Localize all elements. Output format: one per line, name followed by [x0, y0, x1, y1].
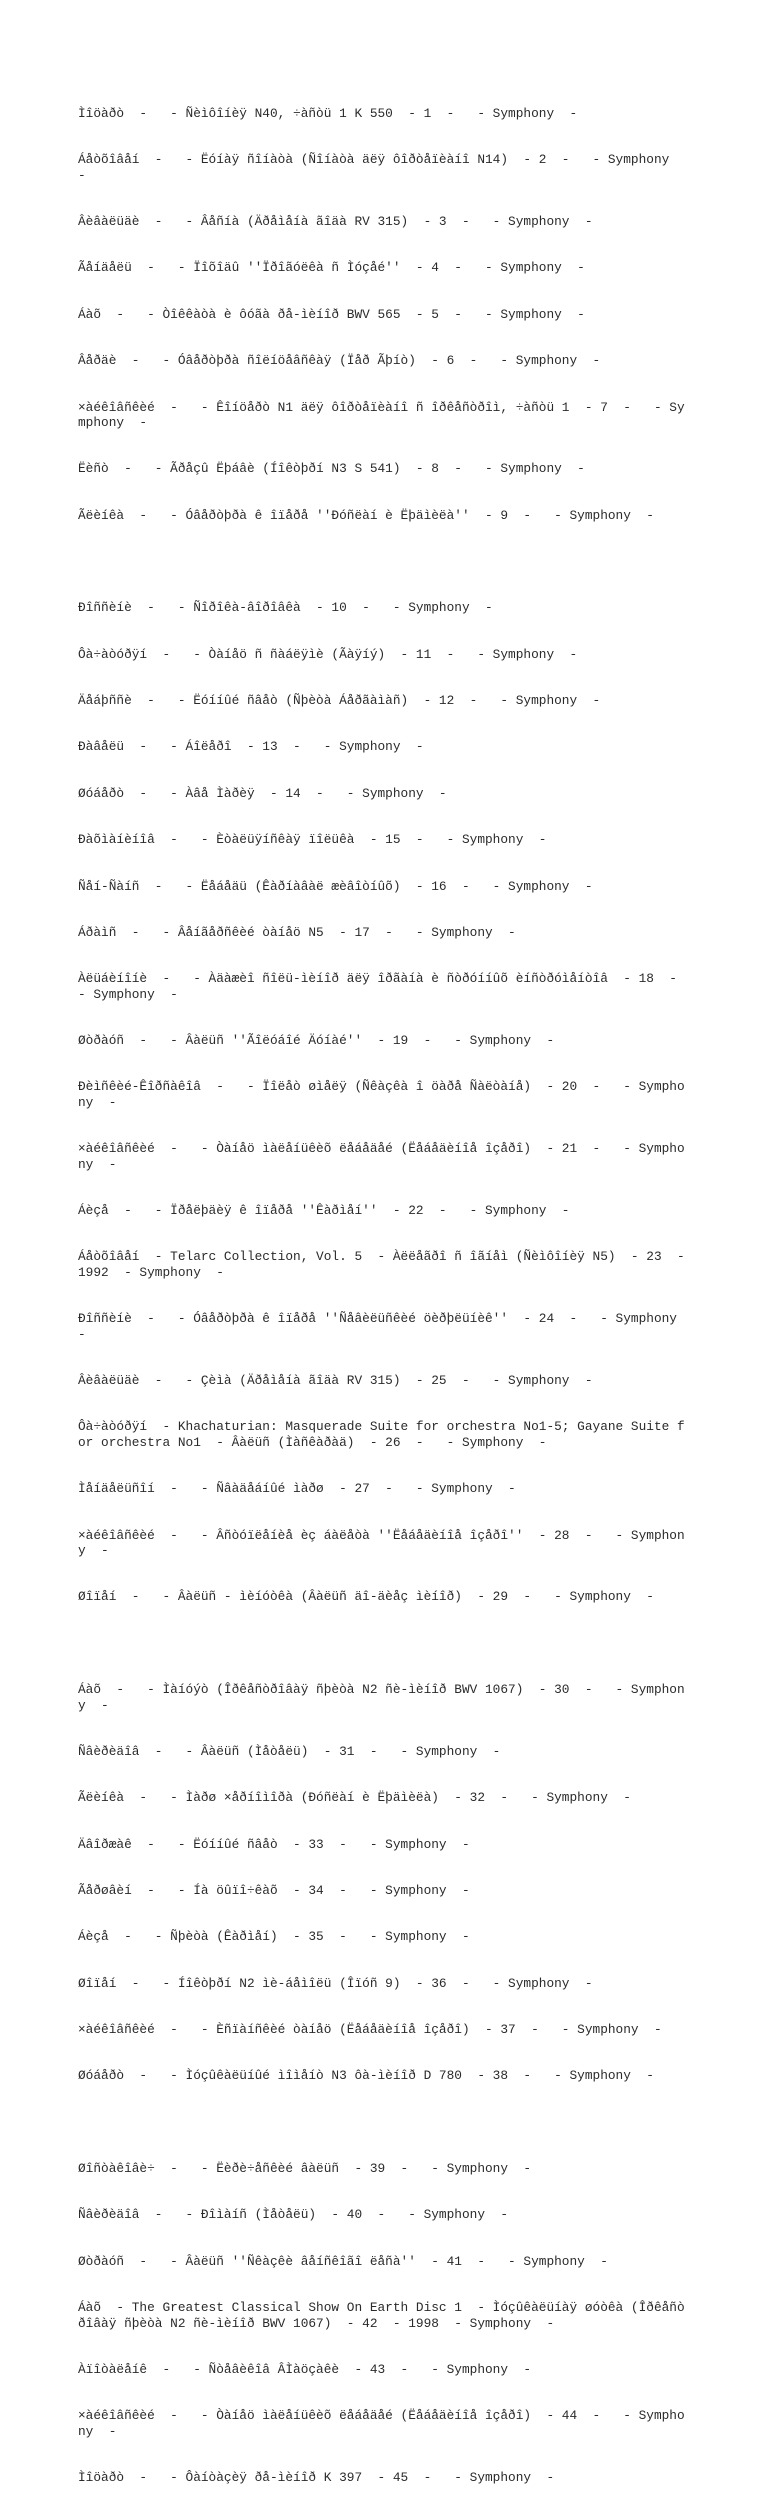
text-line: Ôà÷àòóðÿí - Khachaturian: Masquerade Suite for orchestra No1-5; Gayane Suite for orchestra No1 - Âàëüñ (Ìàñêàðàä) - 26 - - Symphony - — [78, 1419, 685, 1450]
text-line: Áàõ - - Ìàíóýò (Îðêåñòðîâàÿ ñþèòà N2 ñè-ìèíîð BWV 1067) - 30 - - Symphony - — [78, 1682, 685, 1713]
text-line: Áèçå - - Ïðåëþäèÿ ê îïåðå ''Êàðìåí'' - 22 - - Symphony - — [78, 1203, 570, 1219]
text-line: Øîïåí - - Âàëüñ - ìèíóòêà (Âàëüñ äî-äèåç ìèíîð) - 29 - - Symphony - — [78, 1589, 654, 1605]
text-line: Øóáåðò - - Àâå Ìàðèÿ - 14 - - Symphony - — [78, 785, 447, 801]
text-line: Ìîöàðò - - Ñèìôîíèÿ N40, ÷àñòü 1 K 550 - 1 - - Symphony - — [78, 105, 578, 121]
text-line: Ãëèíêà - - Ìàðø ×åðíîìîðà (Ðóñëàí è Ëþäìèëà) - 32 - - Symphony - — [78, 1790, 631, 1806]
text-line: Ëèñò - - Ãðåçû Ëþáâè (Íîêòþðí N3 S 541) - 8 - - Symphony - — [78, 461, 585, 477]
text-line: ×àéêîâñêèé - - Èñïàíñêèé òàíåö (Ëåáåäèíîå îçåðî) - 37 - - Symphony - — [78, 2022, 662, 2038]
text-line: Ôà÷àòóðÿí - - Òàíåö ñ ñàáëÿìè (Ãàÿíý) - 11 - - Symphony - — [78, 646, 578, 662]
text-line: Âèâàëüäè - - Âåñíà (Äðåìåíà ãîäà RV 315) - 3 - - Symphony - — [78, 214, 593, 230]
text-line: Ãåðøâèí - - Íà öûïî÷êàõ - 34 - - Symphony - — [78, 1882, 470, 1898]
text-line: Ìåíäåëüñîí - - Ñâàäåáíûé ìàðø - 27 - - Symphony - — [78, 1481, 516, 1497]
text-line: ×àéêîâñêèé - - Êîíöåðò N1 äëÿ ôîðòåïèàíî ñ îðêåñòðîì, ÷àñòü 1 - 7 - - Symphony - — [78, 399, 685, 430]
text-line: Àïîòàëåíê - - Ñòåâèêîâ ÂÌàöçàêè - 43 - - Symphony - — [78, 2362, 532, 2378]
text-line: Ìîöàðò - - Ôàíòàçèÿ ðå-ìèíîð K 397 - 45 - - Symphony - — [78, 2470, 555, 2486]
text-line: Øîïåí - - Íîêòþðí N2 ìè-áåìîëü (Îïóñ 9) - 36 - - Symphony - — [78, 1975, 593, 1991]
text-line: Ãåíäåëü - - Ïîõîäû ''Ïðîãóëêà ñ Ìóçåé'' - 4 - - Symphony - — [78, 260, 585, 276]
text-line: Ðîññèíè - - Óâåðòþðà ê îïåðå ''Ñåâèëüñêèé öèðþëüíèê'' - 24 - - Symphony - — [78, 1311, 693, 1342]
text-line: Ñåí-Ñàíñ - - Ëåáåäü (Êàðíàâàë æèâîòíûõ) - 16 - - Symphony - — [78, 878, 593, 894]
text-line: Àëüáèíîíè - - Àäàæèî ñîëü-ìèíîð äëÿ îðãàíà è ñòðóííûõ èíñòðóìåíòîâ - 18 - - Symphony - — [78, 971, 701, 1002]
text-line: Ñâèðèäîâ - - Âàëüñ (Ìåòåëü) - 31 - - Symphony - — [78, 1743, 501, 1759]
blank-line — [78, 1636, 692, 1651]
text-line: Âåðäè - - Óâåðòþðà ñîëíöåâñêàÿ (Ïåð Ãþíò) - 6 - - Symphony - — [78, 353, 601, 369]
text-line: Âèâàëüäè - - Çèìà (Äðåìåíà ãîäà RV 315) - 25 - - Symphony - — [78, 1373, 593, 1389]
text-line: ×àéêîâñêèé - - Âñòóïëåíèå èç áàëåòà ''Ëåáåäèíîå îçåðî'' - 28 - - Symphony - — [78, 1527, 685, 1559]
text-line: Øòðàóñ - - Âàëüñ ''Ñêàçêè âåíñêîãî ëåñà'' - 41 - - Symphony - — [78, 2253, 608, 2269]
text-line: Øîñòàêîâè÷ - - Ëèðè÷åñêèé âàëüñ - 39 - - Symphony - — [78, 2161, 532, 2177]
text-line: ×àéêîâñêèé - - Òàíåö ìàëåíüêèõ ëåáåäåé (Ëåáåäèíîå îçåðî) - 44 - - Symphony - — [78, 2408, 685, 2439]
text-line: Áåòõîâåí - - Ëóíàÿ ñîíàòà (Ñîíàòà äëÿ ôîðòåïèàíî N14) - 2 - - Symphony - — [78, 152, 685, 183]
text-line: Áèçå - - Ñþèòà (Êàðìåí) - 35 - - Symphony - — [78, 1929, 470, 1945]
text-line: Áàõ - - Òîêêàòà è ôóãà ðå-ìèíîð BWV 565 - 5 - - Symphony - — [78, 306, 585, 322]
text-line: Äåáþññè - - Ëóííûé ñâåò (Ñþèòà Áåðãàìàñ) - 12 - - Symphony - — [78, 693, 601, 709]
text-line: Øòðàóñ - - Âàëüñ ''Ãîëóáîé Äóíàé'' - 19 - - Symphony - — [78, 1033, 555, 1049]
text-line: Áåòõîâåí - Telarc Collection, Vol. 5 - Àëëåãðî ñ îãíåì (Ñèìôîíèÿ N5) - 23 - 1992 - Symphony - — [78, 1249, 693, 1280]
text-line: Ñâèðèäîâ - - Ðîìàíñ (Ìåòåëü) - 40 - - Symphony - — [78, 2207, 509, 2223]
text-line: Áàõ - The Greatest Classical Show On Earth Disc 1 - Ìóçûêàëüíàÿ øóòêà (Îðêåñòðîâàÿ ñþèòà N2 ñè-ìèíîð BWV 1067) - 42 - 1998 - Symphony - — [78, 2300, 685, 2331]
text-line: Áðàìñ - - Âåíãåðñêèé òàíåö N5 - 17 - - Symphony - — [78, 924, 516, 940]
text-line: Ðîññèíè - - Ñîðîêà-âîðîâêà - 10 - - Symphony - — [78, 600, 493, 616]
text-line: Ðèìñêèé-Êîðñàêîâ - - Ïîëåò øìåëÿ (Ñêàçêà î öàðå Ñàëòàíå) - 20 - - Symphony - — [78, 1079, 685, 1110]
blank-line — [78, 2115, 692, 2130]
text-line: Ðàâåëü - - Áîëåðî - 13 - - Symphony - — [78, 739, 424, 755]
text-line: Ðàõìàíèíîâ - - Èòàëüÿíñêàÿ ïîëüêà - 15 - - Symphony - — [78, 832, 547, 848]
text-line: Ãëèíêà - - Óâåðòþðà ê îïåðå ''Ðóñëàí è Ëþäìèëà'' - 9 - - Symphony - — [78, 507, 654, 523]
text-line: ×àéêîâñêèé - - Òàíåö ìàëåíüêèõ ëåáåäåé (Ëåáåäèíîå îçåðî) - 21 - - Symphony - — [78, 1141, 685, 1172]
blank-line — [78, 554, 692, 569]
text-line: Øóáåðò - - Ìóçûêàëüíûé ìîìåíò N3 ôà-ìèíîð D 780 - 38 - - Symphony - — [78, 2068, 654, 2084]
text-line: Äâîðæàê - - Ëóííûé ñâåò - 33 - - Symphony - — [78, 1836, 470, 1852]
document-text — [78, 75, 701, 2501]
